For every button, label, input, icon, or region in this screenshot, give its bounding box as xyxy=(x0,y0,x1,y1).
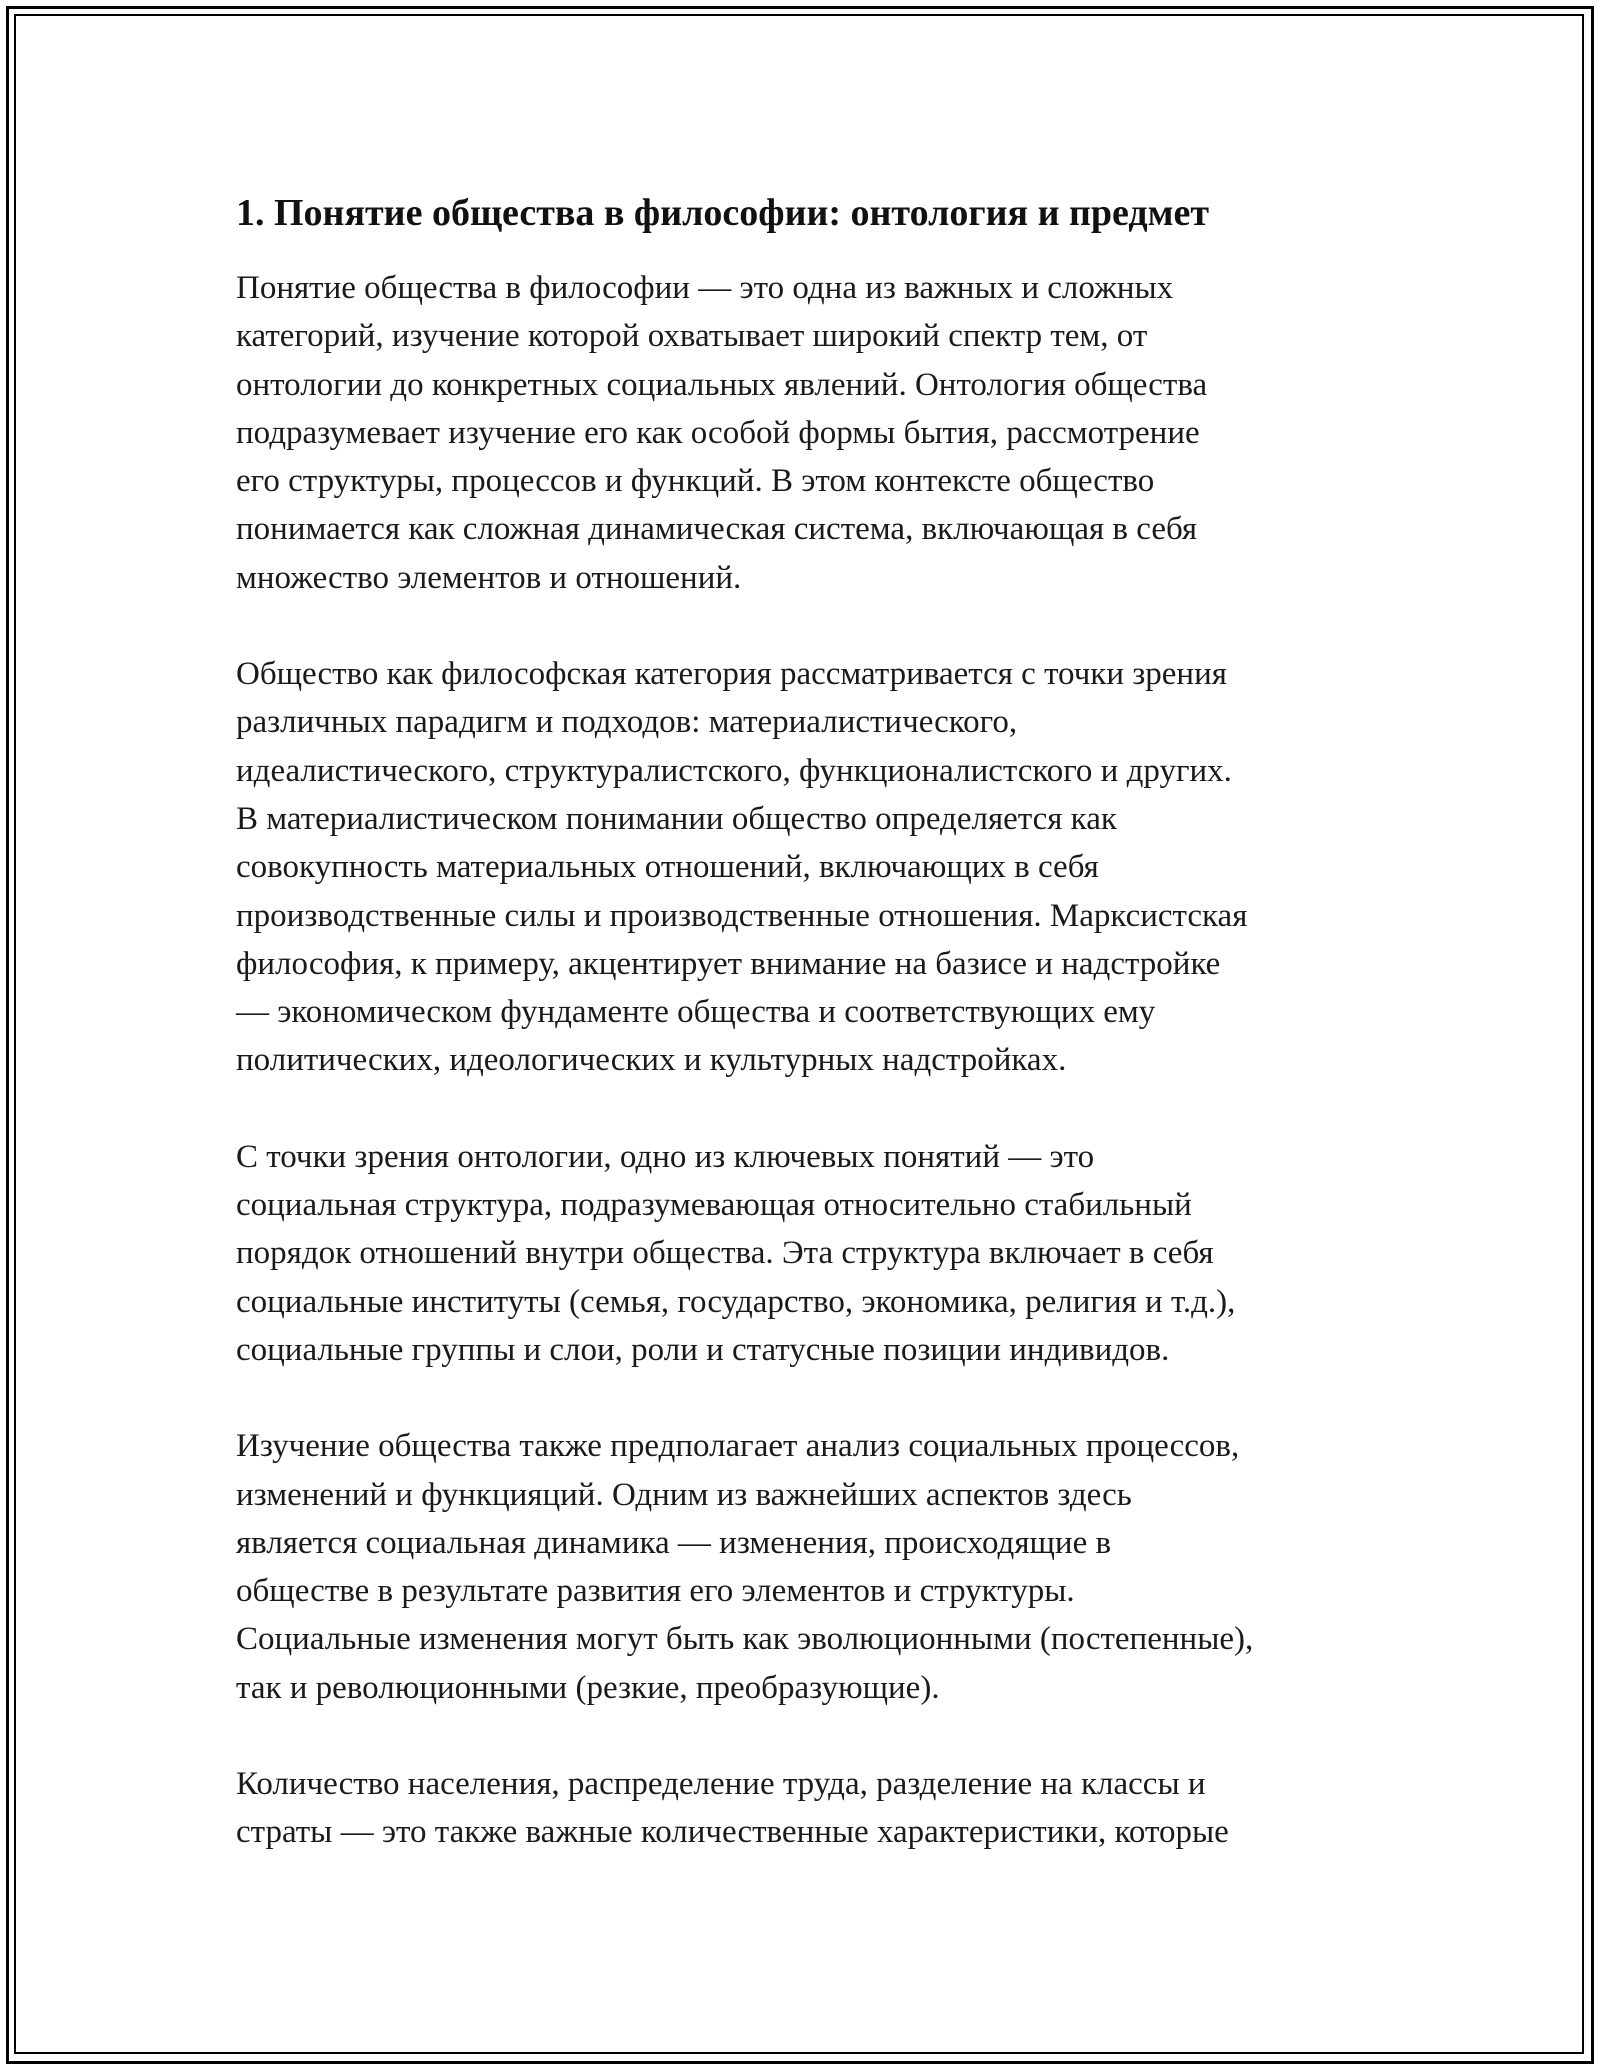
text-line: социальные группы и слои, роли и статусные позиции индивидов. xyxy=(236,1331,1170,1368)
text-line: социальные институты (семья, государство, экономика, религия и т.д.), xyxy=(236,1283,1236,1320)
text-line: порядок отношений внутри общества. Эта структура включает в себя xyxy=(236,1235,1214,1272)
text-line: Количество населения, распределение труда, разделение на классы и xyxy=(236,1766,1206,1803)
text-line: В материалистическом понимании общество определяется как xyxy=(236,800,1117,837)
text-line: совокупность материальных отношений, включающих в себя xyxy=(236,849,1099,886)
text-line: страты — это также важные количественные характеристики, которые xyxy=(236,1814,1229,1851)
text-line: — экономическом фундаменте общества и соответствующих ему xyxy=(236,994,1156,1031)
text-line: производственные силы и производственные отношения. Марксистская xyxy=(236,897,1248,934)
paragraph-paradigms xyxy=(236,650,1376,1085)
paragraph-ontology xyxy=(236,264,1376,602)
paragraph-social-structure xyxy=(236,1133,1376,1374)
section-heading: 1. Понятие общества в философии: онтология и предмет xyxy=(236,192,1210,234)
text-line: Общество как философская категория рассматривается с точки зрения xyxy=(236,656,1227,693)
paragraph-social-dynamics xyxy=(236,1422,1376,1712)
text-line: идеалистического, структуралистского, функционалистского и других. xyxy=(236,752,1232,789)
text-line: политических, идеологических и культурных надстройках. xyxy=(236,1042,1067,1079)
text-line: подразумевает изучение его как особой формы бытия, рассмотрение xyxy=(236,414,1200,451)
text-line: изменений и функцияций. Одним из важнейших аспектов здесь xyxy=(236,1476,1132,1513)
text-line: множество элементов и отношений. xyxy=(236,559,742,596)
text-line: его структуры, процессов и функций. В этом контексте общество xyxy=(236,463,1155,500)
text-line: так и революционными (резкие, преобразующие). xyxy=(236,1669,940,1706)
text-line: Изучение общества также предполагает анализ социальных процессов, xyxy=(236,1428,1240,1465)
text-line: социальная структура, подразумевающая относительно стабильный xyxy=(236,1187,1192,1224)
text-line: онтологии до конкретных социальных явлений. Онтология общества xyxy=(236,366,1208,403)
text-line: Социальные изменения могут быть как эволюционными (постепенные), xyxy=(236,1621,1254,1658)
paragraph-population xyxy=(236,1760,1376,1857)
text-line: категорий, изучение которой охватывает широкий спектр тем, от xyxy=(236,318,1148,355)
text-line: обществе в результате развития его элементов и структуры. xyxy=(236,1573,1075,1610)
text-line: понимается как сложная динамическая система, включающая в себя xyxy=(236,511,1198,548)
text-line: Понятие общества в философии — это одна из важных и сложных xyxy=(236,270,1174,306)
text-line: философия, к примеру, акцентирует внимание на базисе и надстройке xyxy=(236,945,1221,982)
document-body xyxy=(236,188,1376,1905)
text-line: С точки зрения онтологии, одно из ключевых понятий — это xyxy=(236,1138,1095,1175)
text-line: является социальная динамика — изменения, происходящие в xyxy=(236,1524,1112,1561)
text-line: различных парадигм и подходов: материалистического, xyxy=(236,704,1018,741)
